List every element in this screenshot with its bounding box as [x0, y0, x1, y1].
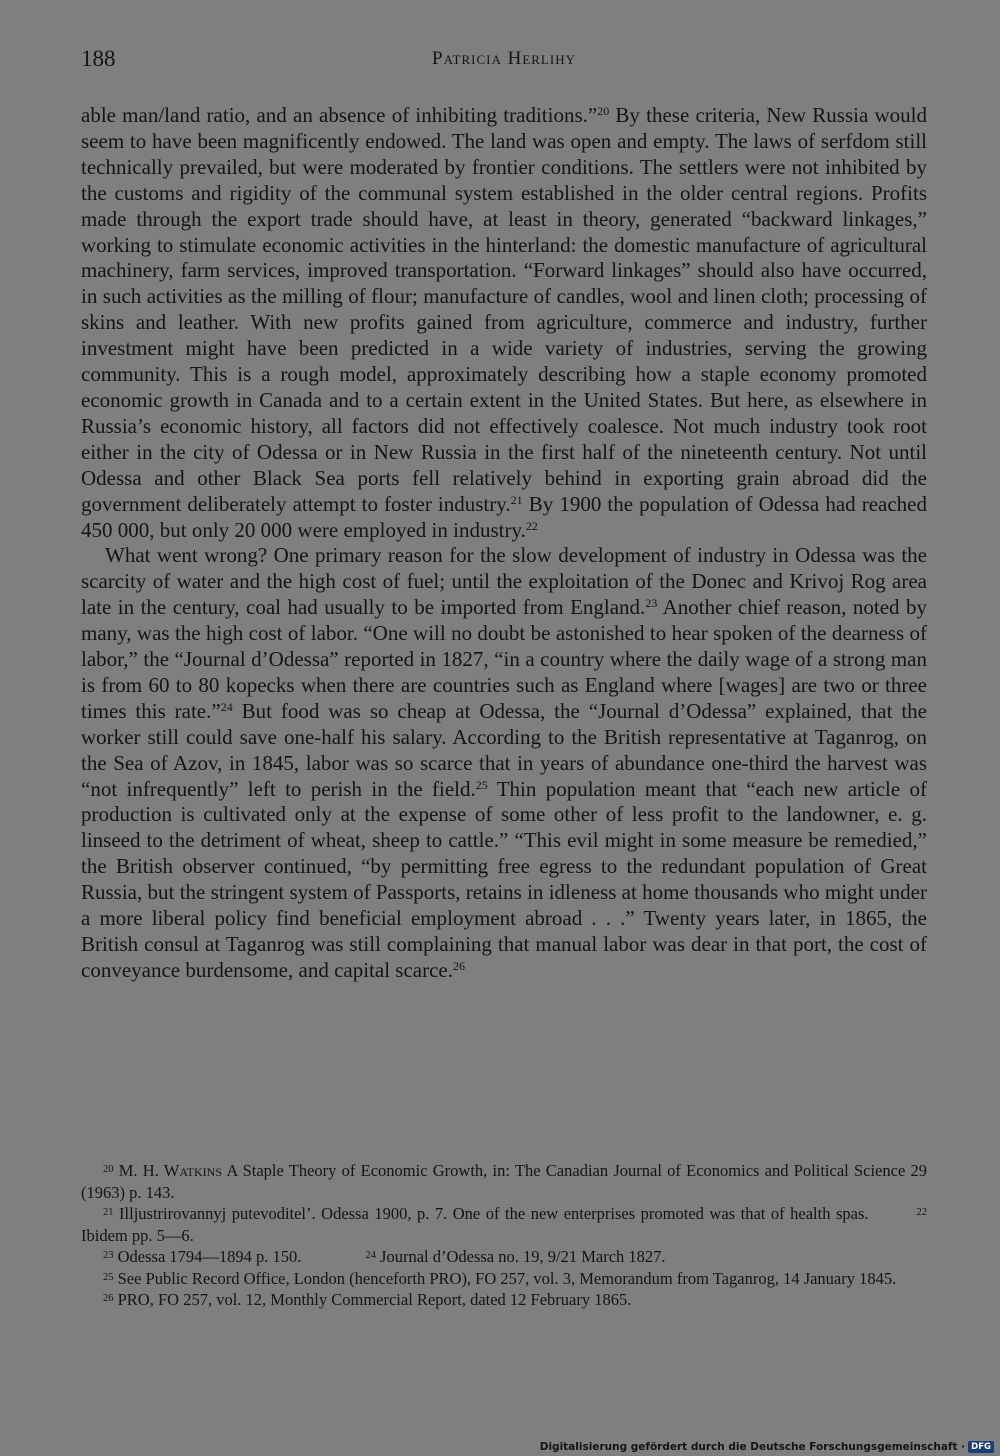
footnote-number: 25 [103, 1271, 114, 1283]
paragraph [81, 103, 927, 543]
text-run: Another chief reason, noted by many, was the high cost of labor. “One will no doubt be astonished to hear spoken of the dearness of labor,” the “Journal d’Odessa” reported in 1827, “in a country where the daily wage of a strong man is from 60 to 80 kopecks when there are countries such as England where [wages] are two or three times this rate.” [81, 595, 927, 723]
paragraph [81, 543, 927, 983]
footnote-text: A Staple Theory of Economic Growth, in: The Canadian Journal of Economics and Political Science 29 (1963) p. 143. [81, 1161, 928, 1202]
footnote-number: 21 [103, 1207, 114, 1218]
text-run: Thin population meant that “each new article of production is cultivated only at the expense of some other of less profit to the landowner, e. g. linseed to the detriment of wheat, sheep to cattle.” “This evil might in some measure be remedied,” the British observer continued, “by permitting free egress to the redundant population of Great Russia, but the stringent system of Passports, retains in idleness at home thousands who might under a more liberal policy find beneficial employment abroad . . .” Twenty years later, in 1865, the British consul at Taganrog was still complaining that manual labor was dear in that port, the cost of conveyance burdensome, and capital scarce. [81, 776, 928, 982]
footnote-text: See Public Record Office, London (henceforth PRO), FO 257, vol. 3, Memorandum from Taganrog, 14 January 1845. [117, 1268, 897, 1288]
footnote-number: 24 [365, 1250, 376, 1261]
text-run: But food was so cheap at Odessa, the “Journal d’Odessa” explained, that the worker still could save one-half his salary. According to the British representative at Taganrog, on the Sea of Azov, in 1845, labor was so scarce that in years of abundance one-third the harvest was “not infrequently” left to perish in the field. [81, 698, 927, 801]
footnote [81, 1203, 927, 1246]
footnote [81, 1246, 927, 1268]
text-run: By these criteria, New Russia would seem to have been magnificently endowed. The land was open and empty. The laws of serfdom still technically prevailed, but were moderated by frontier conditions. The settlers were not inhibited by the customs and rigidity of the communal system established in the older central regions. Profits made through the export trade should have, at least in theory, generated “backward linkages,” working to stimulate economic activities in the hinterland: the domestic manufacture of agricultural machinery, farm services, improved transportation. “Forward linkages” should also have occurred, in such activities as the milling of flour; manufacture of candles, wool and linen cloth; processing of skins and leather. With new profits gained from agriculture, commerce and industry, further investment might have been predicted in a wide variety of industries, serving the growing community. This is a rough model, approximately describing how a staple economy promoted economic growth in Canada and to a certain extent in the United States. But here, as elsewhere in Russia’s economic history, all factors did not effectively coalesce. Not much industry took root either in the city of Odessa or in New Russia in the first half of the nineteenth century. Not until Odessa and other Black Sea ports fell relatively behind in exporting grain abroad did the government deliberately attempt to foster industry. [81, 103, 927, 516]
running-head: Patricia Herlihy [432, 48, 576, 69]
footnote-text: Ibidem pp. 5—6. [81, 1225, 194, 1245]
watermark-text: Digitalisierung gefördert durch die Deutsche Forschungsgemeinschaft · [539, 1441, 966, 1453]
footnote-ref: 21 [510, 492, 523, 507]
footnote-text: Odessa 1794—1894 p. 150. [117, 1247, 302, 1266]
footnote-ref: 24 [220, 699, 233, 714]
page-number: 188 [81, 46, 116, 71]
footnote-ref: 25 [475, 777, 488, 792]
main-text [81, 103, 927, 984]
footnote-ref: 20 [597, 104, 610, 118]
text-run: By 1900 the population of Odessa had reached 450 000, but only 20 000 were employed in industry. [81, 491, 927, 542]
text-run: What went wrong? One primary reason for the slow development of industry in Odessa was the scarcity of water and the high cost of fuel; until the exploitation of the Donec and Krivoj Rog area late in the century, coal had usually to be imported from England. [81, 543, 927, 620]
footnotes [81, 1160, 927, 1311]
text-run: able man/land ratio, and an absence of inhibiting traditions.” [81, 103, 598, 127]
footnote-author: M. H. Watkins [118, 1161, 223, 1180]
digitization-watermark [540, 1441, 994, 1453]
footnote [81, 1289, 927, 1311]
footnote-text: Journal d’Odessa no. 19, 9/21 March 1827. [380, 1247, 666, 1266]
footnote-number: 22 [916, 1207, 928, 1218]
dfg-logo-icon: DFG [968, 1441, 994, 1453]
footnote [81, 1160, 927, 1203]
footnote-text: Illjustrirovannyj putevoditel’. Odessa 1900, p. 7. One of the new enterprises promoted was that of health spas. [119, 1204, 869, 1223]
footnote-number: 23 [103, 1250, 114, 1261]
footnote-number: 26 [103, 1293, 114, 1304]
footnote-ref: 26 [452, 958, 465, 973]
footnote-number: 20 [103, 1164, 114, 1175]
footnote-text: PRO, FO 257, vol. 12, Monthly Commercial Report, dated 12 February 1865. [117, 1290, 632, 1309]
footnote-ref: 22 [525, 518, 538, 533]
footnote-ref: 23 [645, 596, 658, 611]
page-header [81, 46, 927, 78]
footnote [81, 1268, 927, 1290]
